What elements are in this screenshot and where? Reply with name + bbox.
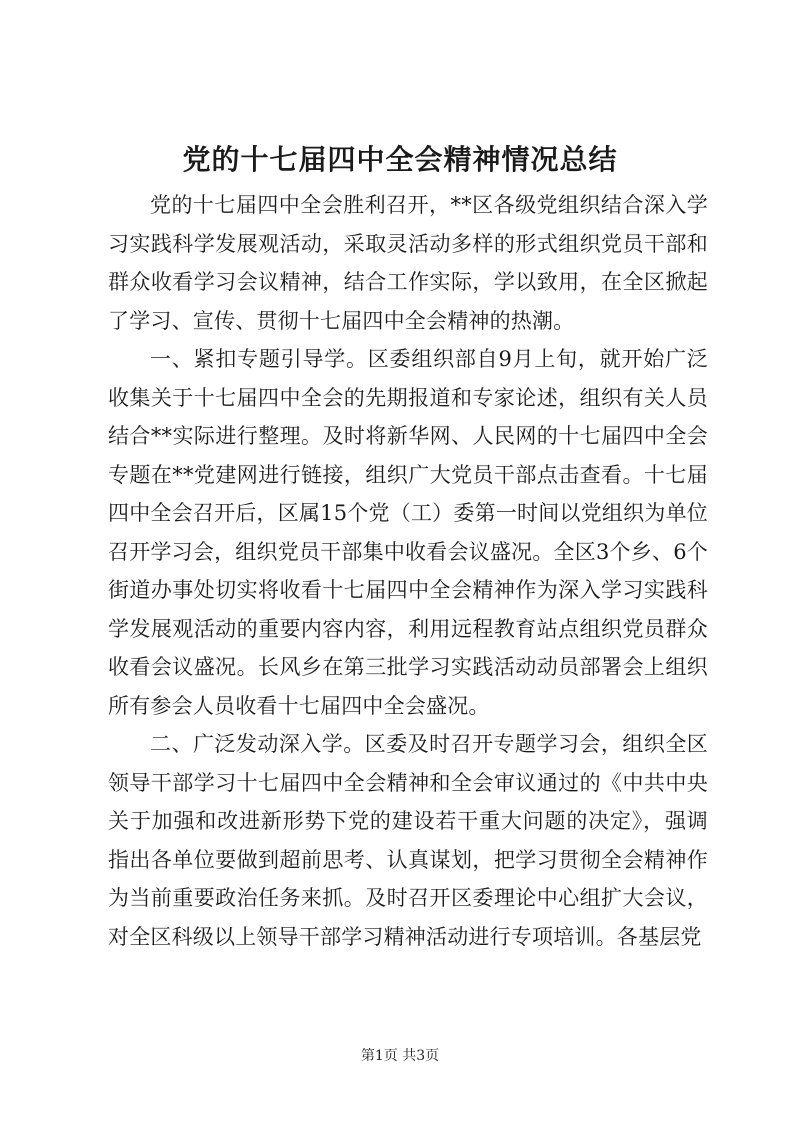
paragraph-intro: 党的十七届四中全会胜利召开，**区各级党组织结合深入学习实践科学发展观活动，采取灵活动多样的形式组织党员干部和群众收看学习会议精神，结合工作实际，学以致用，在全区掀起了学习、宣传、贯彻十七届四中全会精神的热潮。 [108,193,708,333]
paragraph-section-two: 二、广泛发动深入学。区委及时召开专题学习会，组织全区领导干部学习十七届四中全会精神和全会审议通过的《中共中央关于加强和改进新形势下党的建设若干重大问题的决定》，强调指出各单位要做到超前思考、认真谋划，把学习贯彻全会精神作为当前重要政治任务来抓。及时召开区委理论中心组扩大会议，对全区科级以上领导干部学习精神活动进行专项培训。各基层党 [108,732,708,949]
page-footer: 第1页 共3页 [360,1048,440,1064]
paragraph-section-one: 一、紧扣专题引导学。区委组织部自9月上旬，就开始广泛收集关于十七届四中全会的先期报道和专家论述，组织有关人员结合**实际进行整理。及时将新华网、人民网的十七届四中全会专题在**党建网进行链接，组织广大党员干部点击查看。十七届四中全会召开后，区属15个党（工）委第一时间以党组织为单位召开学习会，组织党员干部集中收看会议盛况。全区3个乡、6个街道办事处切实将收看十七届四中全会精神作为深入学习实践科学发展观活动的重要内容内容，利用远程教育站点组织党员群众收看会议盛况。长风乡在第三批学习实践活动动员部署会上组织所有参会人员收看十七届四中全会盛况。 [108,347,708,718]
page-title: 党的十七届四中全会精神情况总结 [182,143,618,176]
document-body [108,186,708,956]
